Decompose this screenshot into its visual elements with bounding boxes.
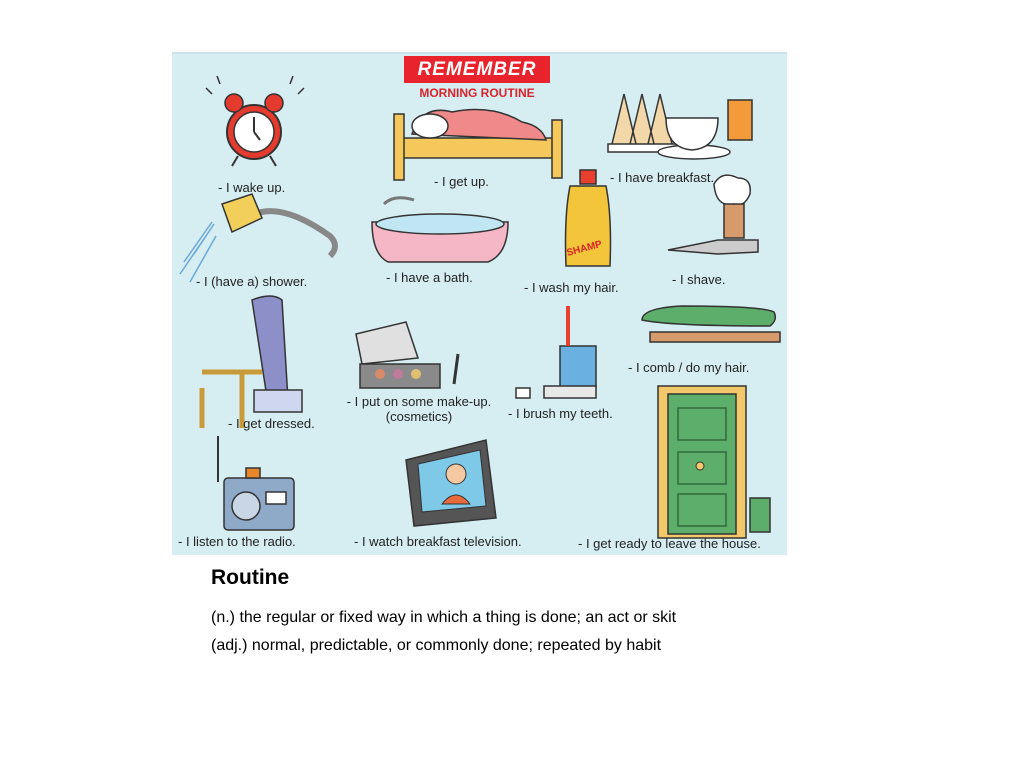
bathtub-icon	[372, 198, 508, 262]
definition-word: Routine	[211, 566, 290, 589]
bed-icon	[394, 110, 562, 180]
caption-make-up	[338, 394, 500, 424]
definition-noun: (n.) the regular or fixed way in which a thing is done; an act or skit	[211, 609, 677, 626]
svg-text:SHAMP: SHAMP	[565, 238, 604, 259]
razor-icon	[668, 175, 758, 254]
caption-make-up-line2: (cosmetics)	[385, 409, 453, 424]
caption-get-up: - I get up.	[434, 174, 489, 189]
clothes-chair-icon	[202, 296, 302, 428]
caption-radio: - I listen to the radio.	[178, 534, 296, 549]
caption-shower: - I (have a) shower.	[196, 274, 308, 289]
caption-wash-hair: - I wash my hair.	[524, 280, 619, 295]
front-door-icon	[658, 386, 770, 538]
poster-subtitle: MORNING ROUTINE	[419, 86, 535, 100]
hairbrush-icon	[642, 306, 780, 342]
caption-shave: - I shave.	[672, 272, 726, 287]
caption-tv: - I watch breakfast television.	[354, 534, 522, 549]
definition-adjective: (adj.) normal, predictable, or commonly done; repeated by habit	[211, 637, 662, 654]
caption-wake-up: - I wake up.	[218, 180, 286, 195]
shower-head-icon	[180, 194, 335, 282]
poster-illustrations	[172, 54, 787, 555]
television-icon	[406, 440, 496, 526]
caption-comb: - I comb / do my hair.	[628, 360, 750, 375]
radio-icon	[218, 436, 294, 530]
morning-routine-poster	[172, 52, 787, 555]
caption-breakfast: - I have breakfast.	[610, 170, 715, 185]
shampoo-bottle-icon	[566, 170, 611, 266]
remember-badge: REMEMBER	[404, 56, 550, 83]
toothbrush-icon	[516, 306, 596, 398]
makeup-palette-icon	[356, 322, 458, 388]
breakfast-icon	[608, 94, 752, 159]
caption-make-up-line1: - I put on some make-up.	[346, 394, 492, 409]
alarm-clock-icon	[206, 76, 304, 166]
caption-leave-house: - I get ready to leave the house.	[578, 536, 761, 551]
caption-get-dressed: - I get dressed.	[228, 416, 315, 431]
caption-brush-teeth: - I brush my teeth.	[508, 406, 613, 421]
caption-bath: - I have a bath.	[386, 270, 473, 285]
